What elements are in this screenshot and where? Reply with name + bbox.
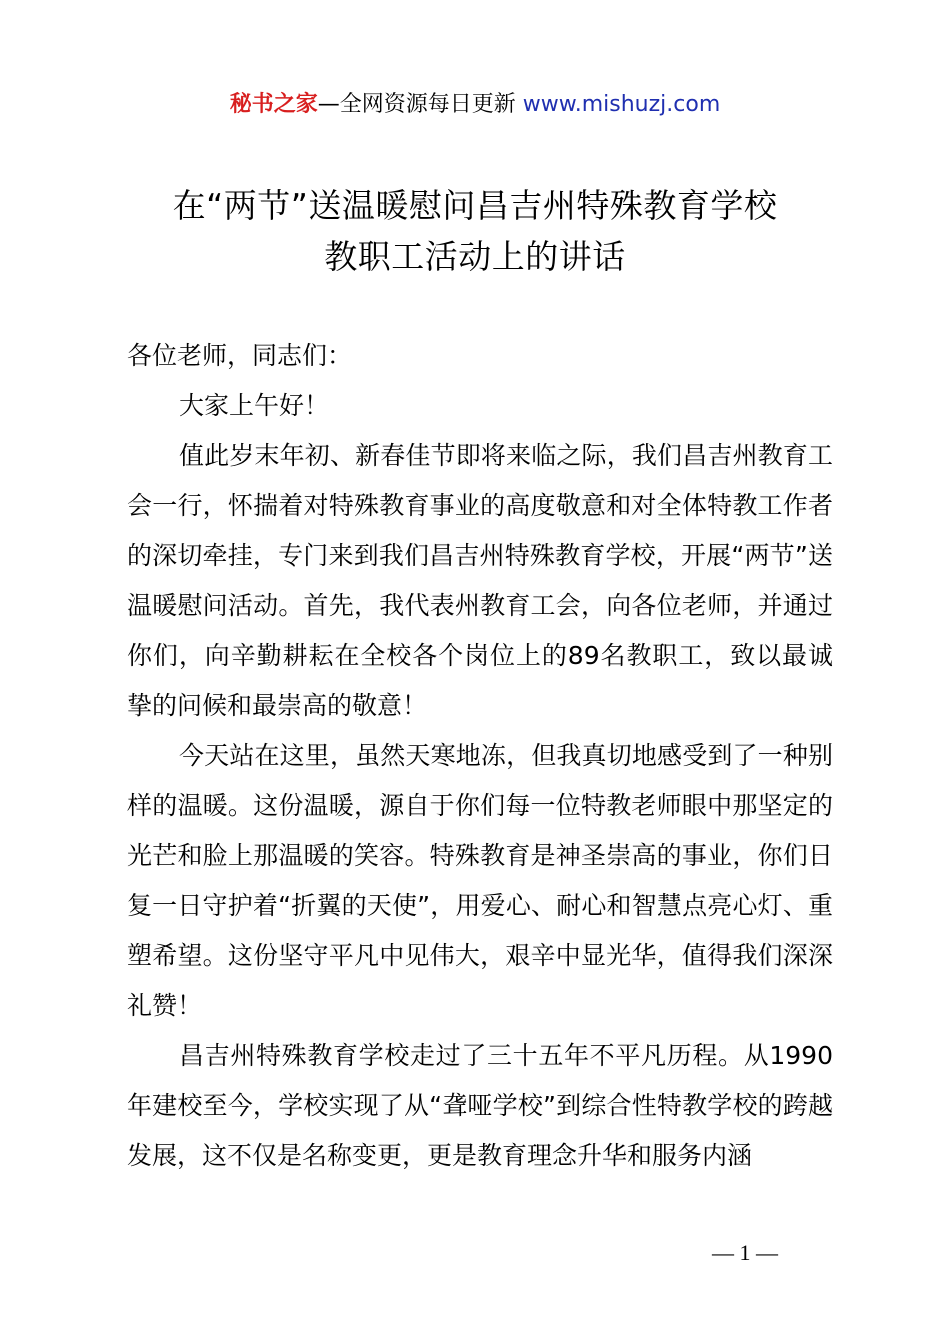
title-line-1: 在“两节”送温暖慰问昌吉州特殊教育学校 (172, 186, 778, 225)
site-header (0, 88, 950, 122)
paragraph-2: 今天站在这里，虽然天寒地冻，但我真切地感受到了一种别样的温暖。这份温暖，源自于你们每一位特教老师眼中那坚定的光芒和脸上那温暖的笑容。特殊教育是神圣崇高的事业，你们日复一日守护着“折翼的天使”，用爱心、耐心和智慧点亮心灯、重塑希望。这份坚守平凡中见伟大，艰辛中显光华，值得我们深深礼赞！ (127, 741, 833, 1020)
title-line-2: 教职工活动上的讲话 (324, 237, 626, 276)
document-title (100, 180, 850, 282)
paragraph-1: 值此岁末年初、新春佳节即将来临之际，我们昌吉州教育工会一行，怀揣着对特殊教育事业的高度敬意和对全体特教工作者的深切牵挂，专门来到我们昌吉州特殊教育学校，开展“两节”送温暖慰问活动。首先，我代表州教育工会，向各位老师，并通过你们，向辛勤耕耘在全校各个岗位上的89名教职工，致以最诚挚的问候和最崇高的敬意！ (127, 441, 833, 720)
paragraph-3: 昌吉州特殊教育学校走过了三十五年不平凡历程。从1990年建校至今，学校实现了从“聋哑学校”到综合性特教学校的跨越发展，这不仅是名称变更，更是教育理念升华和服务内涵 (127, 1041, 833, 1170)
greeting: 大家上午好！ (179, 391, 330, 420)
speech-body (127, 331, 833, 1181)
salutation: 各位老师，同志们： (127, 341, 353, 370)
page-number: — 1 — (712, 1240, 778, 1265)
site-url-link[interactable]: www.mishuzj.com (522, 92, 721, 117)
header-tagline: —全网资源每日更新 (317, 92, 516, 117)
brand-name: 秘书之家 (229, 92, 318, 117)
